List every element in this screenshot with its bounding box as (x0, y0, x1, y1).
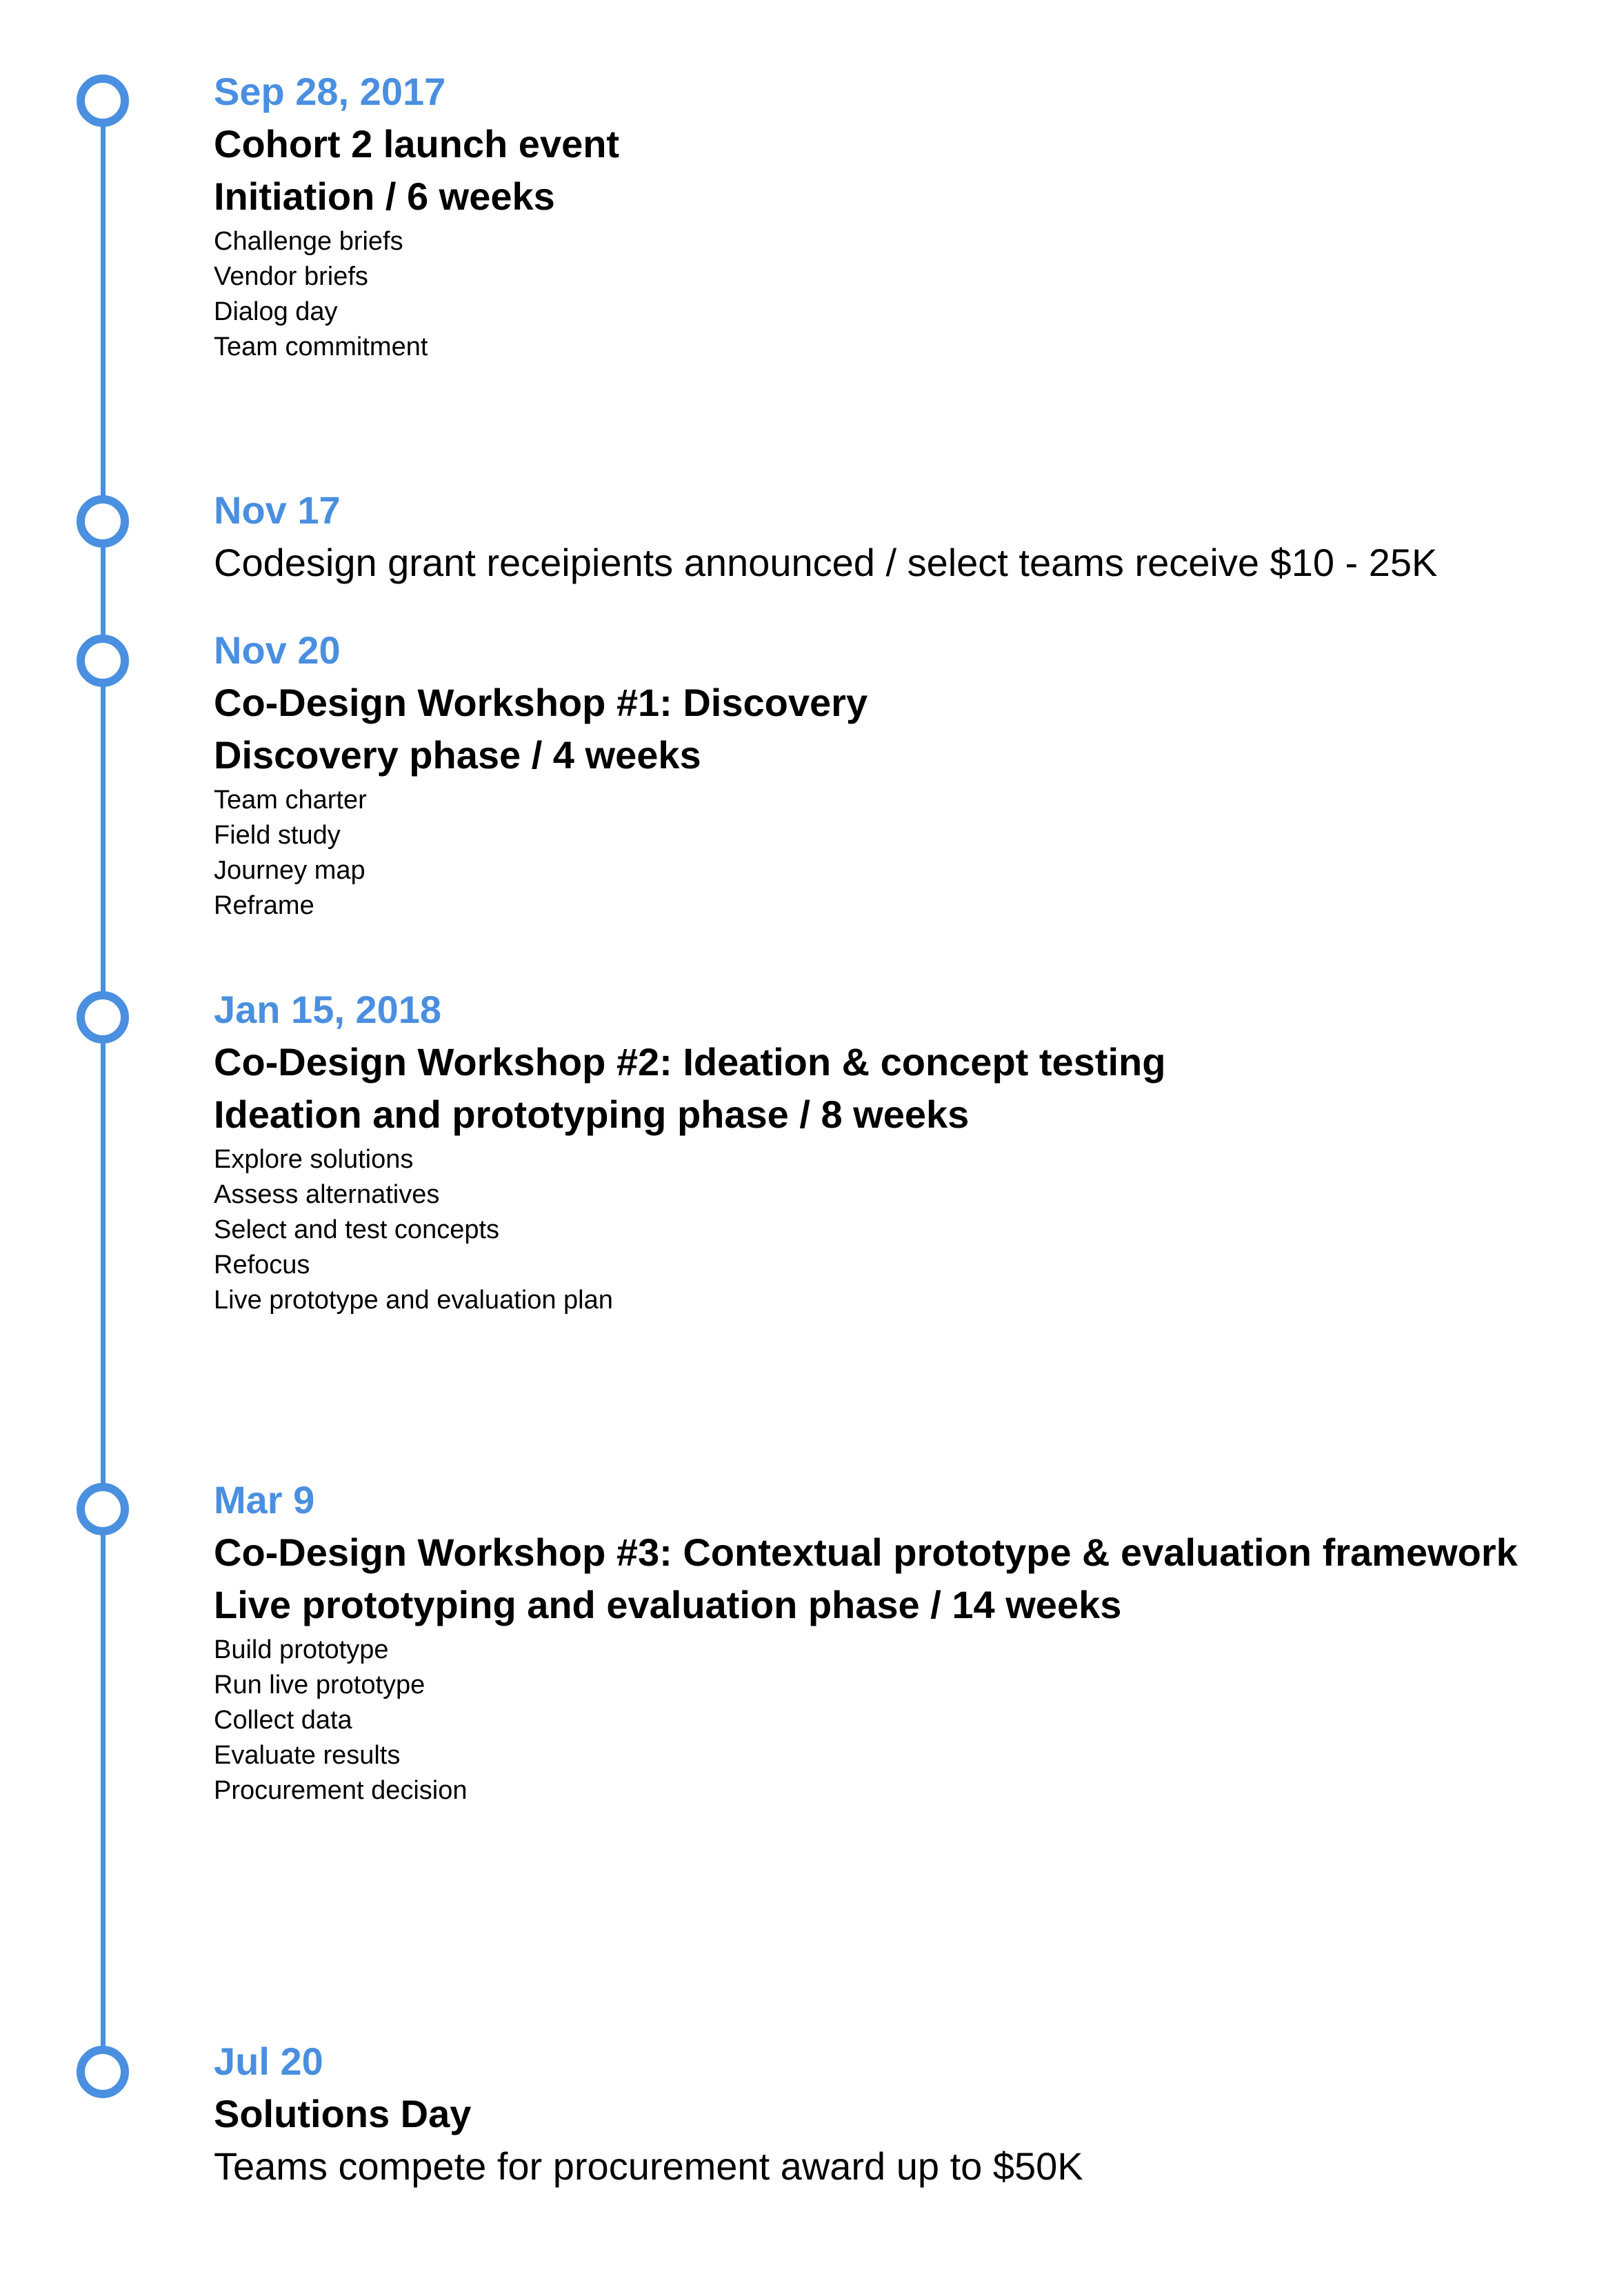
list-item: Dialog day (214, 297, 338, 326)
list-item: Field study (214, 821, 341, 850)
event-title: Co-Design Workshop #1: Discovery (214, 681, 868, 724)
event-date: Sep 28, 2017 (214, 70, 446, 113)
event-date: Jul 20 (214, 2040, 323, 2083)
event-phase: Live prototyping and evaluation phase / 14 weeks (214, 1583, 1122, 1626)
event-date: Nov 17 (214, 488, 341, 532)
list-item: Live prototype and evaluation plan (214, 1286, 613, 1315)
list-item: Collect data (214, 1706, 352, 1735)
list-item: Refocus (214, 1250, 310, 1279)
timeline-event (214, 66, 1579, 365)
timeline-event (214, 2035, 1579, 2193)
timeline-node (77, 74, 129, 127)
event-phase: Initiation / 6 weeks (214, 175, 555, 218)
event-items (214, 224, 1579, 365)
list-item: Build prototype (214, 1635, 389, 1664)
timeline-node (77, 1483, 129, 1535)
event-items (214, 783, 1579, 924)
list-item: Team charter (214, 786, 367, 815)
event-title: Cohort 2 launch event (214, 122, 620, 166)
timeline-line (101, 103, 106, 2055)
event-title: Solutions Day (214, 2092, 472, 2135)
list-item: Journey map (214, 856, 365, 885)
list-item: Select and test concepts (214, 1215, 500, 1244)
list-item: Assess alternatives (214, 1180, 440, 1209)
event-date: Nov 20 (214, 628, 341, 672)
event-phase: Ideation and prototyping phase / 8 weeks (214, 1093, 970, 1136)
event-date: Jan 15, 2018 (214, 988, 442, 1031)
list-item: Vendor briefs (214, 262, 368, 291)
timeline-event (214, 484, 1579, 589)
timeline-node (77, 635, 129, 687)
timeline-node (77, 495, 129, 548)
list-item: Reframe (214, 891, 314, 920)
list-item: Challenge briefs (214, 227, 403, 256)
event-items (214, 1633, 1579, 1808)
timeline-event (214, 984, 1579, 1318)
event-title: Co-Design Workshop #2: Ideation & concept testing (214, 1040, 1166, 1084)
event-title: Co-Design Workshop #3: Contextual prototype & evaluation framework (214, 1531, 1518, 1574)
event-subtitle: Teams compete for procurement award up to $50K (214, 2144, 1083, 2188)
list-item: Evaluate results (214, 1741, 401, 1770)
event-items (214, 1142, 1579, 1318)
timeline-node (77, 2046, 129, 2098)
timeline-event (214, 1474, 1579, 1808)
timeline-node (77, 991, 129, 1044)
list-item: Explore solutions (214, 1145, 414, 1174)
list-item: Procurement decision (214, 1776, 468, 1805)
event-date: Mar 9 (214, 1478, 315, 1522)
list-item: Run live prototype (214, 1671, 425, 1699)
list-item: Team commitment (214, 332, 428, 361)
timeline-event (214, 624, 1579, 924)
event-subtitle: Codesign grant receipients announced / select teams receive $10 - 25K (214, 541, 1438, 584)
event-phase: Discovery phase / 4 weeks (214, 733, 701, 777)
